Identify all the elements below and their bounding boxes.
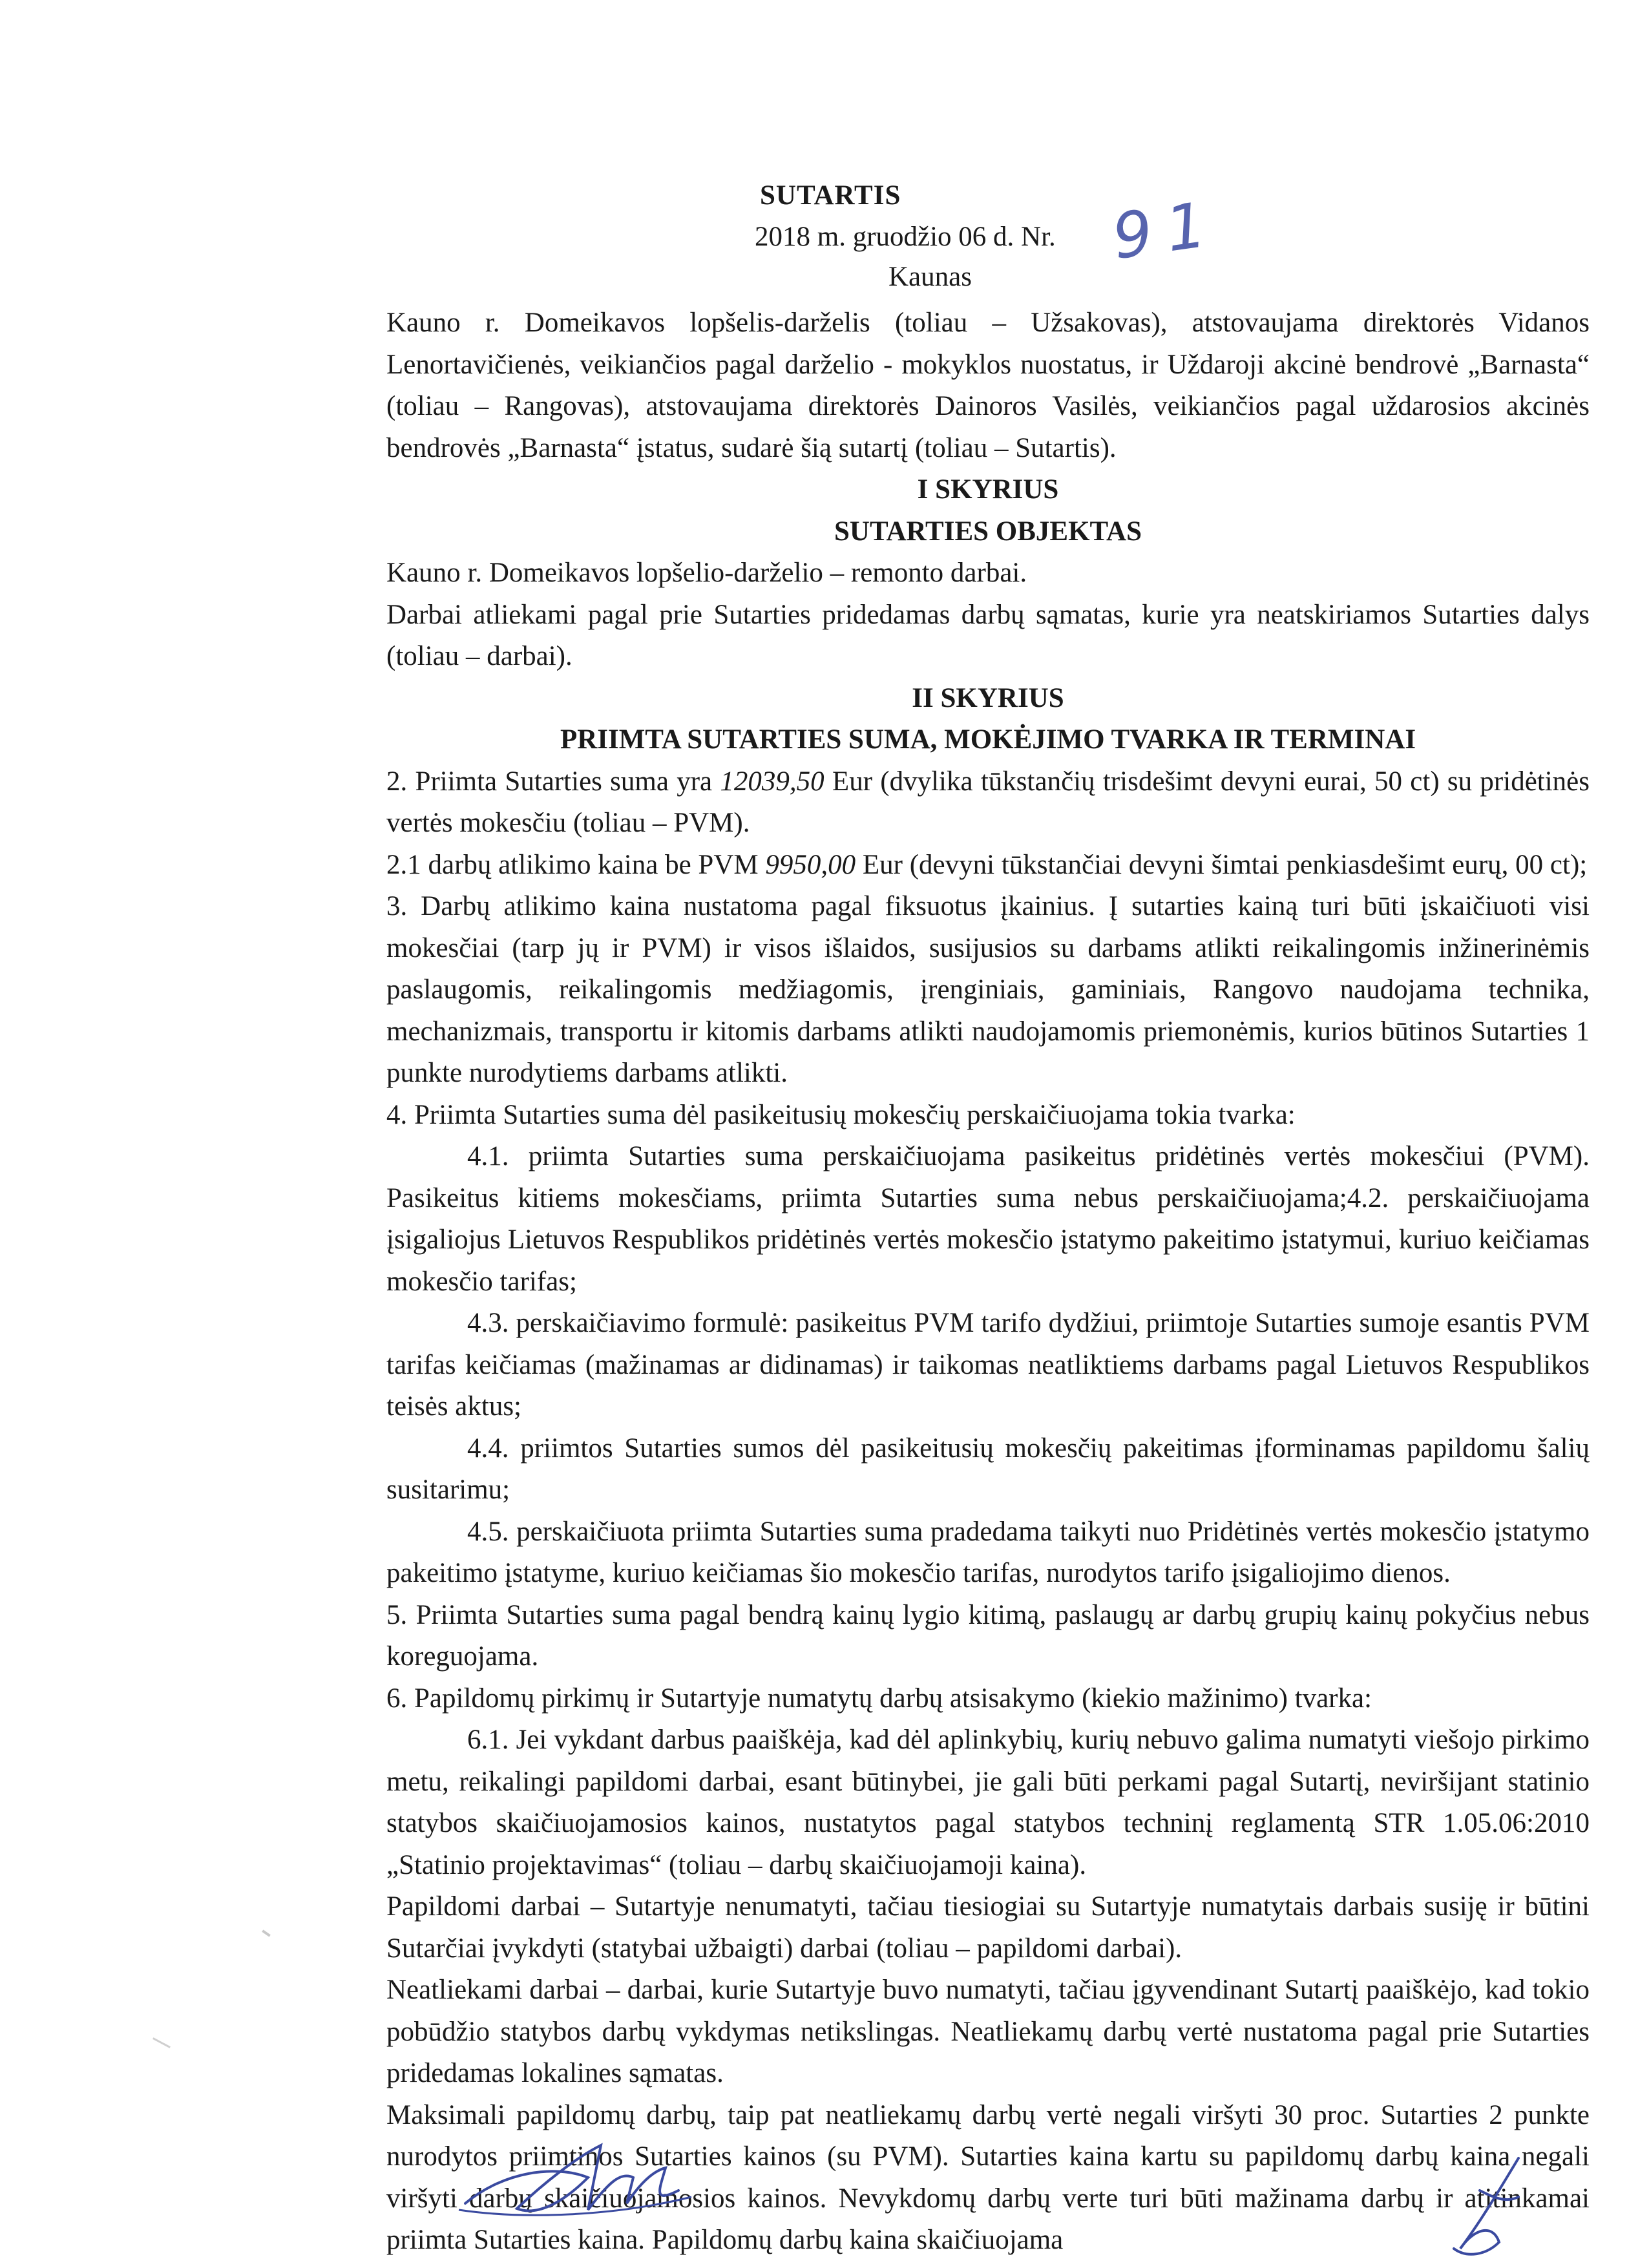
clause-4-4: 4.4. priimtos Sutarties sumos dėl pasikeitusių mokesčių pakeitimas įforminamas papildomu šalių susitarimu; [386,1433,1590,1505]
clause-6: 6. Papildomų pirkimų ir Sutartyje numatytų darbų atsisakymo (kiekio mažinimo) tvarka: [386,1683,1372,1714]
chapter1-number: I SKYRIUS [917,474,1059,505]
chapter1-p1: Kauno r. Domeikavos lopšelio-darželio – remonto darbai. [386,558,1027,588]
clause-4-3: 4.3. perskaičiavimo formulė: pasikeitus PVM tarifo dydžiui, priimtoje Sutarties sumoje esantis PVM tarifas keičiamas (mažinamas ar didinamas) ir taikomas neatliktiems darbams pagal Lietuvos Respublikos teisės aktus; [386,1308,1590,1422]
scan-mark-2 [152,2037,171,2048]
clause-2-1-pre: 2.1 darbų atlikimo kaina be PVM [386,849,759,880]
handwritten-contract-number: 91 [1108,186,1225,274]
scan-mark-1 [262,1929,271,1937]
signature-right [1422,2152,1551,2268]
document-title: SUTARTIS [760,180,901,211]
clause-2-1-post: Eur (devyni tūkstančiai devyni šimtai penkiasdešimt eurų, 00 ct); [862,849,1588,880]
date-text: 2018 m. gruodžio 06 d. Nr. [755,222,1056,252]
clause-5: 5. Priimta Sutarties suma pagal bendrą kainų lygio kitimą, paslaugų ar darbų grupių kainų pokyčius nebus koreguojama. [386,1599,1590,1672]
clause-6-3: Neatliekami darbai – darbai, kurie Sutartyje buvo numatyti, tačiau įgyvendinant Sutartį paaiškėjo, kad tokio pobūdžio statybos darbų vykdymas netikslingas. Neatliekamų darbų vertė nustatoma pagal prie Sutarties pridedamas lokalines sąmatas. [386,1975,1590,2088]
clause-3: 3. Darbų atlikimo kaina nustatoma pagal fiksuotus įkainius. Į sutarties kainą turi būti įskaičiuoti visi mokesčiai (tarp jų ir PVM) ir visos išlaidos, susijusios su darbams atlikti reikalingomis inžinerinėmis paslaugomis, reikalingomis medžiagomis, įrenginiais, gaminiais, Rangovo naudojama technika, mechanizmais, transportu ir kitomis darbams atlikti naudojamomis priemonėmis, kurios būtinos Sutarties 1 punkte nurodytiems darbams atlikti. [386,891,1590,1088]
clause-2 [386,761,1590,845]
clause-4-5: 4.5. perskaičiuota priimta Sutarties suma pradedama taikyti nuo Pridėtinės vertės mokesčio įstatymo pakeitimo įstatyme, kuriuo keičiamas šio mokesčio tarifas, nurodytos tarifo įsigaliojimo dienos. [386,1516,1590,1588]
clause-6-2: Papildomi darbai – Sutartyje nenumatyti, tačiau tiesiogiai su Sutartyje numatytais darbais susiję ir būtini Sutarčiai įvykdyti (statybai užbaigti) darbai (toliau – papildomi darbai). [386,1891,1590,1964]
date-line [755,221,1056,253]
clause-2-post: Eur (dvylika tūkstančių trisdešimt devyni eurai, 50 ct) su pridėtinės vertės mokesčiu (toliau – PVM). [386,766,1590,838]
signature-left [446,2132,743,2236]
city: Kaunas [888,262,972,292]
chapter2-number: II SKYRIUS [912,682,1064,713]
chapter2-title: PRIIMTA SUTARTIES SUMA, MOKĖJIMO TVARKA IR TERMINAI [560,724,1416,755]
clause-6-4: Maksimali papildomų darbų, taip pat neatliekamų darbų vertė negali viršyti 30 proc. Sutarties 2 punkte nurodytos priimtinos Sutarties kainos (su PVM). Sutarties kaina kartu su papildomų darbų kaina negali viršyti darbų skaičiuojamosios kainos. Nevykdomų darbų verte turi būti mažinama darbų ir atitinkamai priimta Sutarties kaina. Papildomų darbų kaina skaičiuojama [386,2099,1590,2255]
clause-4-1: 4.1. priimta Sutarties suma perskaičiuojama pasikeitus pridėtinės vertės mokesčiui (PVM). Pasikeitus kitiems mokesčiams, priimta Sutarties suma nebus perskaičiuojama;4.2. perskaičiuojama įsigaliojus Lietuvos Respublikos pridėtinės vertės mokesčio įstatymo pakeitimo įstatymui, kuriuo keičiamas mokesčio tarifas; [386,1141,1590,1297]
chapter1-title: SUTARTIES OBJEKTAS [834,516,1142,547]
clause-6-1: 6.1. Jei vykdant darbus paaiškėja, kad dėl aplinkybių, kurių nebuvo galima numatyti viešojo pirkimo metu, reikalingi papildomi darbai, esant būtinybei, jie gali būti perkami pagal Sutartį, neviršijant statinio statybos skaičiuojamosios kainos, nustatytos pagal statybos techninį reglamentą STR 1.05.06:2010 „Statinio projektavimas“ (toliau – darbų skaičiuojamoji kaina). [386,1725,1590,1880]
intro-text: Kauno r. Domeikavos lopšelis-darželis (toliau – Užsakovas), atstovaujama direktorės Vidanos Lenortavičienės, veikiančios pagal darželio - mokyklos nuostatus, ir Uždaroji akcinė bendrovė „Barnasta“ (toliau – Rangovas), atstovaujama direktorės Dainoros Vasilės, veikiančios pagal uždarosios akcinės bendrovės „Barnasta“ įstatus, sudarė šią sutartį (toliau – Sutartis). [386,308,1590,463]
chapter1-p2: Darbai atliekami pagal prie Sutarties pridedamas darbų sąmatas, kurie yra neatskiriamos Sutarties dalys (toliau – darbai). [386,599,1590,671]
clause-2-amount: 12039,50 [720,766,824,797]
clause-2-1 [386,845,1590,887]
intro-paragraph [386,302,1590,469]
clause-4: 4. Priimta Sutarties suma dėl pasikeitusių mokesčių perskaičiuojama tokia tvarka: [386,1099,1296,1130]
document-body [386,302,1590,2262]
clause-2-pre: 2. Priimta Sutarties suma yra [386,766,713,797]
clause-2-1-amount: 9950,00 [765,849,856,880]
